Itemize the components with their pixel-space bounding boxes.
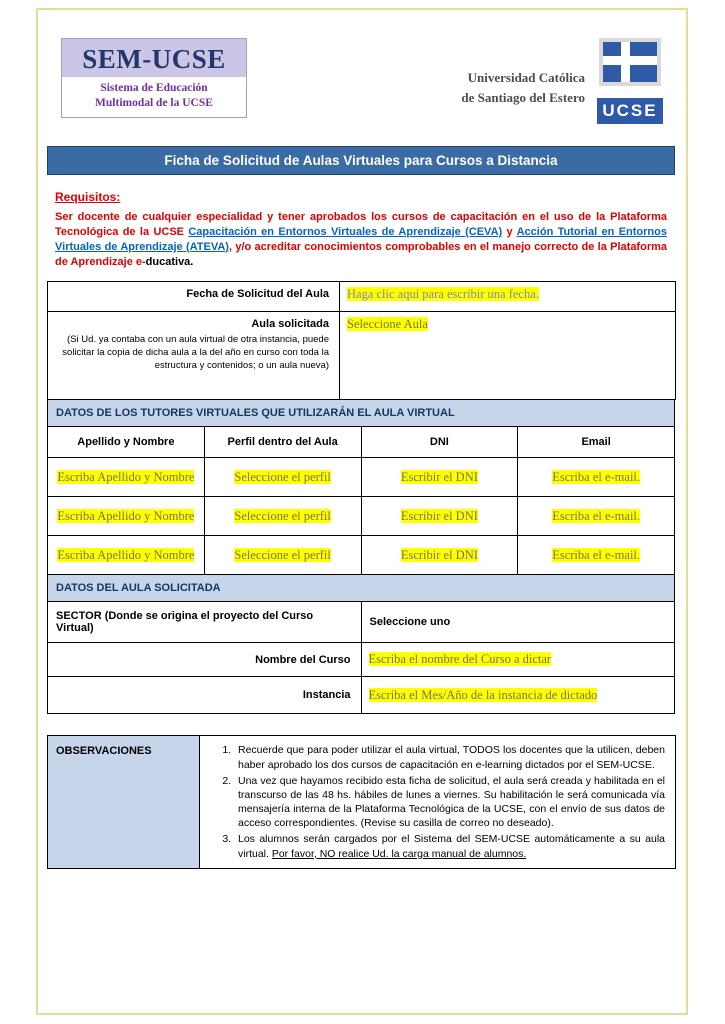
university-name-line1: Universidad Católica <box>467 69 585 85</box>
aula-select-field[interactable]: Seleccione Aula <box>347 317 428 332</box>
ucse-flag-icon <box>603 42 657 82</box>
observaciones-label: OBSERVACIONES <box>48 736 200 868</box>
tutor-3-perfil-field[interactable]: Seleccione el perfil <box>234 547 331 562</box>
instancia-label: Instancia <box>48 677 362 714</box>
column-header-apellido: Apellido y Nombre <box>48 427 205 458</box>
tutor-1-apellido-field[interactable]: Escriba Apellido y Nombre <box>57 469 195 484</box>
sem-ucse-logo-title: SEM-UCSE <box>62 39 246 77</box>
tutor-3-dni-field[interactable]: Escribir el DNI <box>400 547 478 562</box>
tutores-section-row <box>48 400 675 427</box>
tutor-row-2 <box>48 497 675 536</box>
sector-label: SECTOR (Donde se origina el proyecto del Curso Virtual) <box>48 602 362 643</box>
university-name <box>461 68 585 108</box>
tutor-row-1 <box>48 458 675 497</box>
instancia-row <box>48 677 675 714</box>
fecha-row <box>48 282 676 312</box>
curso-field[interactable]: Escriba el nombre del Curso a dictar <box>368 652 552 667</box>
tutores-section-header: DATOS DE LOS TUTORES VIRTUALES QUE UTILIZARÁN EL AULA VIRTUAL <box>48 400 675 427</box>
curso-row <box>48 643 675 677</box>
column-header-dni: DNI <box>361 427 518 458</box>
fecha-cell <box>340 282 676 312</box>
tutor-1-perfil-field[interactable]: Seleccione el perfil <box>234 469 331 484</box>
column-header-email: Email <box>518 427 675 458</box>
requisitos-paragraph <box>55 210 667 269</box>
aula-cell <box>340 312 676 400</box>
request-table <box>47 281 676 400</box>
fecha-placeholder-field[interactable]: Haga clic aquí para escribir una fecha. <box>347 287 539 302</box>
ucse-flag-card <box>599 38 661 86</box>
instancia-field[interactable]: Escriba el Mes/Año de la instancia de dictado <box>368 687 598 702</box>
document-header <box>61 38 673 124</box>
ucse-logo-text: UCSE <box>597 98 663 124</box>
aula-label-cell <box>48 312 340 400</box>
observation-item-3-underlined: Por favor, NO realice Ud. la carga manual de alumnos. <box>271 847 527 860</box>
tutor-2-email-field[interactable]: Escriba el e-mail. <box>552 508 641 523</box>
sector-row <box>48 602 675 643</box>
requisitos-text-educativa: ducativa. <box>145 255 194 268</box>
requisitos-text-intro: Ser docente de cualquier especialidad y tener aprobados los cursos de capacitación en el uso de la Plataforma Tecnológica de la UCSE <box>55 211 667 238</box>
aula-solicitada-table <box>47 574 675 714</box>
tutor-1-dni-field[interactable]: Escribir el DNI <box>400 469 478 484</box>
sem-subtitle-line1: Sistema de Educación <box>100 82 208 94</box>
observaciones-list <box>210 743 665 860</box>
tutor-2-apellido-field[interactable]: Escriba Apellido y Nombre <box>57 508 195 523</box>
sem-subtitle-line2: Multimodal de la UCSE <box>95 96 213 109</box>
form-title: Ficha de Solicitud de Aulas Virtuales para Cursos a Distancia <box>47 146 675 175</box>
aula-label: Aula solicitada <box>251 318 329 331</box>
requisitos-heading: Requisitos: <box>55 190 121 204</box>
tutor-2-perfil-field[interactable]: Seleccione el perfil <box>234 508 331 523</box>
observaciones-body <box>200 736 676 868</box>
fecha-label: Fecha de Solicitud del Aula <box>48 282 340 312</box>
tutores-header-row <box>48 427 675 458</box>
aula-section-header: DATOS DEL AULA SOLICITADA <box>48 575 675 602</box>
sector-select-field[interactable]: Seleccione uno <box>369 616 451 629</box>
ateva-link[interactable]: Acción Tutorial en Entornos Virtuales de Aprendizaje (ATEVA) <box>55 225 667 253</box>
aula-note: (Si Ud. ya contaba con un aula virtual de otra instancia, puede solicitar la copia de dicha aula a la del año en curso con toda la estructura y contenidos; o un aula nueva) <box>62 334 329 371</box>
ceva-link[interactable]: Capacitación en Entornos Virtuales de Aprendizaje (CEVA) <box>188 225 503 238</box>
curso-label: Nombre del Curso <box>48 643 362 677</box>
observation-item-2: 2. Una vez que hayamos recibido esta ficha de solicitud, el aula será creada y habilitada en el transcurso de las 48 hs. hábiles de lunes a viernes. Su habilitación le será comunicada vía mensajería interna de la Plataforma Tecnológica de la UCSE, con el envío de sus datos de acceso correspondientes. (Revise su casilla de correo no deseado). <box>234 774 665 831</box>
university-branding <box>461 38 663 124</box>
tutor-3-apellido-field[interactable]: Escriba Apellido y Nombre <box>57 547 195 562</box>
observation-item-1: 1. Recuerde que para poder utilizar el aula virtual, TODOS los docentes que la utilicen, deben haber aprobado los dos cursos de capacitación en e-learning dictados por el SEM-UCSE. <box>234 743 665 771</box>
requisitos-text-end: , y/o acreditar conocimientos comprobables en el manejo correcto de la Plataforma de Aprendizaje e- <box>55 240 667 268</box>
ucse-logo <box>597 38 663 124</box>
tutor-row-3 <box>48 536 675 575</box>
tutor-3-email-field[interactable]: Escriba el e-mail. <box>552 547 641 562</box>
observation-item-3: 3. Los alumnos serán cargados por el Sistema del SEM-UCSE automáticamente a su aula virtual. Por favor, NO realice Ud. la carga manual de alumnos. <box>234 832 665 860</box>
sem-ucse-logo-subtitle <box>62 77 246 117</box>
tutor-2-dni-field[interactable]: Escribir el DNI <box>400 508 478 523</box>
requisitos-text-y: y <box>502 225 517 238</box>
aula-section-row <box>48 575 675 602</box>
observaciones-table <box>47 735 676 868</box>
university-name-line2: de Santiago del Estero <box>461 89 585 105</box>
tutores-table <box>47 399 675 575</box>
sem-ucse-logo <box>61 38 247 118</box>
column-header-perfil: Perfil dentro del Aula <box>204 427 361 458</box>
aula-row <box>48 312 676 400</box>
tutor-1-email-field[interactable]: Escriba el e-mail. <box>552 469 641 484</box>
